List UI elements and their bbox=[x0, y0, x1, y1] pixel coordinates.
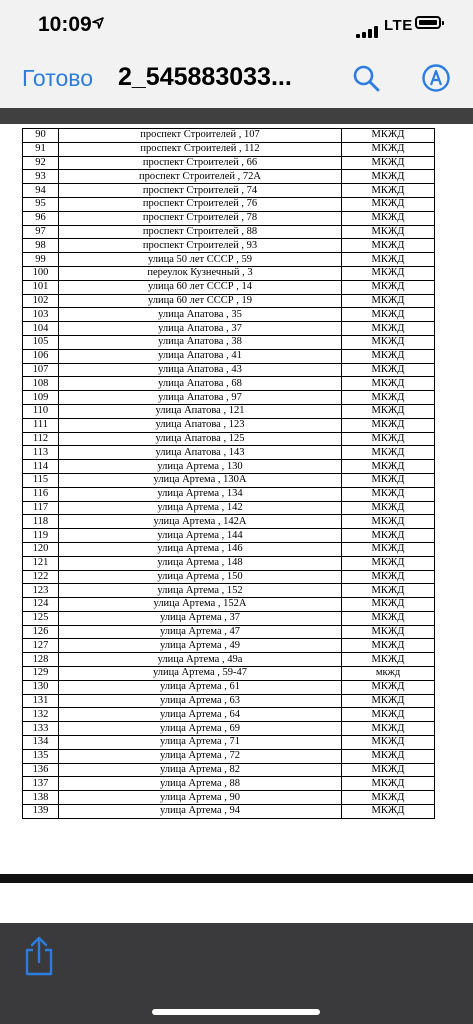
row-type: МКЖД bbox=[342, 529, 435, 543]
row-address: улица Апатова , 38 bbox=[59, 335, 342, 349]
table-row bbox=[23, 432, 435, 446]
row-address: улица Апатова , 68 bbox=[59, 377, 342, 391]
row-number: 114 bbox=[23, 460, 59, 474]
row-number: 138 bbox=[23, 791, 59, 805]
table-row bbox=[23, 391, 435, 405]
row-address: улица Артема , 82 bbox=[59, 763, 342, 777]
table-row bbox=[23, 377, 435, 391]
row-address: проспект Строителей , 78 bbox=[59, 211, 342, 225]
row-number: 117 bbox=[23, 501, 59, 515]
row-address: улица Артема , 61 bbox=[59, 680, 342, 694]
table-row bbox=[23, 667, 435, 681]
row-number: 116 bbox=[23, 487, 59, 501]
table-row bbox=[23, 473, 435, 487]
row-type: МКЖД bbox=[342, 625, 435, 639]
table-row bbox=[23, 446, 435, 460]
row-type: МКЖД bbox=[342, 377, 435, 391]
row-type: МКЖД bbox=[342, 225, 435, 239]
row-address: улица Артема , 63 bbox=[59, 694, 342, 708]
row-type: МКЖД bbox=[342, 253, 435, 267]
row-address: улица 60 лет СССР , 19 bbox=[59, 294, 342, 308]
table-row bbox=[23, 211, 435, 225]
row-address: улица Апатова , 143 bbox=[59, 446, 342, 460]
status-time: 10:09 bbox=[38, 13, 92, 36]
row-number: 135 bbox=[23, 749, 59, 763]
network-type: LTE bbox=[384, 17, 413, 34]
row-address: улица 50 лет СССР , 59 bbox=[59, 253, 342, 267]
table-row bbox=[23, 749, 435, 763]
row-number: 130 bbox=[23, 680, 59, 694]
home-indicator[interactable] bbox=[152, 1009, 320, 1015]
row-type: мкжд bbox=[342, 667, 435, 681]
row-type: МКЖД bbox=[342, 598, 435, 612]
table-row bbox=[23, 142, 435, 156]
row-address: улица Артема , 152 bbox=[59, 584, 342, 598]
row-address: улица Артема , 152А bbox=[59, 598, 342, 612]
row-number: 134 bbox=[23, 736, 59, 750]
table-row bbox=[23, 322, 435, 336]
table-row bbox=[23, 156, 435, 170]
row-address: улица Артема , 47 bbox=[59, 625, 342, 639]
row-type: МКЖД bbox=[342, 308, 435, 322]
row-address: улица Артема , 146 bbox=[59, 542, 342, 556]
row-address: улица Апатова , 35 bbox=[59, 308, 342, 322]
row-number: 129 bbox=[23, 667, 59, 681]
table-row bbox=[23, 404, 435, 418]
row-number: 133 bbox=[23, 722, 59, 736]
table-row bbox=[23, 598, 435, 612]
row-type: МКЖД bbox=[342, 184, 435, 198]
row-address: улица Артема , 148 bbox=[59, 556, 342, 570]
row-address: проспект Строителей , 74 bbox=[59, 184, 342, 198]
table-row bbox=[23, 680, 435, 694]
row-number: 131 bbox=[23, 694, 59, 708]
row-address: улица Апатова , 97 bbox=[59, 391, 342, 405]
row-address: улица Артема , 130А bbox=[59, 473, 342, 487]
row-address: улица Артема , 88 bbox=[59, 777, 342, 791]
row-address: улица Артема , 49 bbox=[59, 639, 342, 653]
row-number: 121 bbox=[23, 556, 59, 570]
row-address: улица Апатова , 41 bbox=[59, 349, 342, 363]
row-type: МКЖД bbox=[342, 570, 435, 584]
markup-pen-icon[interactable] bbox=[421, 63, 451, 93]
table-row bbox=[23, 542, 435, 556]
row-type: МКЖД bbox=[342, 294, 435, 308]
row-type: МКЖД bbox=[342, 142, 435, 156]
row-address: улица Артема , 37 bbox=[59, 611, 342, 625]
table-row bbox=[23, 653, 435, 667]
row-type: МКЖД bbox=[342, 404, 435, 418]
row-address: улица Артема , 150 bbox=[59, 570, 342, 584]
table-row bbox=[23, 129, 435, 143]
table-row bbox=[23, 225, 435, 239]
table-row bbox=[23, 266, 435, 280]
row-address: улица Артема , 72 bbox=[59, 749, 342, 763]
row-number: 94 bbox=[23, 184, 59, 198]
table-row bbox=[23, 708, 435, 722]
row-number: 123 bbox=[23, 584, 59, 598]
row-number: 105 bbox=[23, 335, 59, 349]
page-gap bbox=[0, 108, 473, 124]
row-number: 103 bbox=[23, 308, 59, 322]
row-type: МКЖД bbox=[342, 239, 435, 253]
row-type: МКЖД bbox=[342, 708, 435, 722]
table-row bbox=[23, 736, 435, 750]
table-row bbox=[23, 584, 435, 598]
row-number: 99 bbox=[23, 253, 59, 267]
row-type: МКЖД bbox=[342, 432, 435, 446]
row-address: улица Апатова , 125 bbox=[59, 432, 342, 446]
row-type: МКЖД bbox=[342, 653, 435, 667]
row-address: проспект Строителей , 93 bbox=[59, 239, 342, 253]
row-address: улица Артема , 64 bbox=[59, 708, 342, 722]
row-type: МКЖД bbox=[342, 473, 435, 487]
table-row bbox=[23, 170, 435, 184]
row-type: МКЖД bbox=[342, 611, 435, 625]
table-row bbox=[23, 460, 435, 474]
table-row bbox=[23, 184, 435, 198]
row-type: МКЖД bbox=[342, 363, 435, 377]
row-type: МКЖД bbox=[342, 129, 435, 143]
row-address: улица Артема , 90 bbox=[59, 791, 342, 805]
row-type: МКЖД bbox=[342, 418, 435, 432]
row-address: проспект Строителей , 72А bbox=[59, 170, 342, 184]
row-type: МКЖД bbox=[342, 791, 435, 805]
row-type: МКЖД bbox=[342, 694, 435, 708]
row-address: проспект Строителей , 107 bbox=[59, 129, 342, 143]
row-type: МКЖД bbox=[342, 156, 435, 170]
row-type: МКЖД bbox=[342, 391, 435, 405]
row-address: проспект Строителей , 66 bbox=[59, 156, 342, 170]
row-address: улица Артема , 94 bbox=[59, 805, 342, 819]
row-type: МКЖД bbox=[342, 722, 435, 736]
table-row bbox=[23, 363, 435, 377]
table-row bbox=[23, 625, 435, 639]
row-type: МКЖД bbox=[342, 322, 435, 336]
row-address: улица Артема , 134 bbox=[59, 487, 342, 501]
row-number: 128 bbox=[23, 653, 59, 667]
row-type: МКЖД bbox=[342, 556, 435, 570]
row-number: 104 bbox=[23, 322, 59, 336]
row-number: 125 bbox=[23, 611, 59, 625]
status-bar bbox=[0, 0, 473, 52]
row-type: МКЖД bbox=[342, 487, 435, 501]
table-row bbox=[23, 777, 435, 791]
nav-bar bbox=[0, 52, 473, 108]
row-type: МКЖД bbox=[342, 211, 435, 225]
row-type: МКЖД bbox=[342, 805, 435, 819]
table-row bbox=[23, 501, 435, 515]
row-type: МКЖД bbox=[342, 197, 435, 211]
row-type: МКЖД bbox=[342, 584, 435, 598]
row-type: МКЖД bbox=[342, 736, 435, 750]
row-type: МКЖД bbox=[342, 777, 435, 791]
next-page-top bbox=[0, 883, 473, 923]
row-address: проспект Строителей , 76 bbox=[59, 197, 342, 211]
row-number: 90 bbox=[23, 129, 59, 143]
done-button[interactable]: Готово bbox=[22, 65, 94, 91]
row-number: 97 bbox=[23, 225, 59, 239]
row-number: 96 bbox=[23, 211, 59, 225]
table-row bbox=[23, 349, 435, 363]
row-number: 106 bbox=[23, 349, 59, 363]
row-number: 92 bbox=[23, 156, 59, 170]
table-row bbox=[23, 611, 435, 625]
row-number: 126 bbox=[23, 625, 59, 639]
table-row bbox=[23, 515, 435, 529]
row-number: 136 bbox=[23, 763, 59, 777]
row-address: переулок Кузнечный , 3 bbox=[59, 266, 342, 280]
search-icon[interactable] bbox=[352, 64, 380, 92]
table-row bbox=[23, 694, 435, 708]
row-number: 112 bbox=[23, 432, 59, 446]
row-type: МКЖД bbox=[342, 170, 435, 184]
row-address: улица Апатова , 121 bbox=[59, 404, 342, 418]
document-title: 2_545883033... bbox=[118, 63, 292, 91]
document-page[interactable] bbox=[0, 124, 473, 874]
row-number: 111 bbox=[23, 418, 59, 432]
row-number: 122 bbox=[23, 570, 59, 584]
row-number: 124 bbox=[23, 598, 59, 612]
row-number: 95 bbox=[23, 197, 59, 211]
table-row bbox=[23, 763, 435, 777]
table-row bbox=[23, 335, 435, 349]
row-type: МКЖД bbox=[342, 763, 435, 777]
row-type: МКЖД bbox=[342, 749, 435, 763]
row-address: улица Апатова , 37 bbox=[59, 322, 342, 336]
row-type: МКЖД bbox=[342, 542, 435, 556]
row-number: 132 bbox=[23, 708, 59, 722]
address-table bbox=[22, 128, 435, 819]
table-row bbox=[23, 529, 435, 543]
row-type: МКЖД bbox=[342, 639, 435, 653]
table-row bbox=[23, 570, 435, 584]
table-row bbox=[23, 308, 435, 322]
row-type: МКЖД bbox=[342, 460, 435, 474]
table-row bbox=[23, 556, 435, 570]
table-row bbox=[23, 639, 435, 653]
row-type: МКЖД bbox=[342, 446, 435, 460]
row-number: 101 bbox=[23, 280, 59, 294]
table-row bbox=[23, 239, 435, 253]
table-row bbox=[23, 722, 435, 736]
row-type: МКЖД bbox=[342, 266, 435, 280]
row-type: МКЖД bbox=[342, 280, 435, 294]
row-type: МКЖД bbox=[342, 501, 435, 515]
page-separator bbox=[0, 874, 473, 883]
location-arrow-icon bbox=[92, 17, 104, 29]
cellular-signal-icon bbox=[356, 20, 380, 38]
bottom-toolbar bbox=[0, 923, 473, 1024]
table-row bbox=[23, 418, 435, 432]
row-number: 137 bbox=[23, 777, 59, 791]
row-number: 100 bbox=[23, 266, 59, 280]
table-row bbox=[23, 805, 435, 819]
row-address: улица Артема , 69 bbox=[59, 722, 342, 736]
row-number: 93 bbox=[23, 170, 59, 184]
row-number: 107 bbox=[23, 363, 59, 377]
row-number: 113 bbox=[23, 446, 59, 460]
row-address: улица 60 лет СССР , 14 bbox=[59, 280, 342, 294]
row-number: 108 bbox=[23, 377, 59, 391]
row-address: улица Апатова , 43 bbox=[59, 363, 342, 377]
row-type: МКЖД bbox=[342, 680, 435, 694]
battery-icon bbox=[415, 16, 441, 29]
row-address: улица Артема , 142 bbox=[59, 501, 342, 515]
row-number: 102 bbox=[23, 294, 59, 308]
row-address: улица Артема , 144 bbox=[59, 529, 342, 543]
row-address: улица Апатова , 123 bbox=[59, 418, 342, 432]
row-type: МКЖД bbox=[342, 349, 435, 363]
row-number: 127 bbox=[23, 639, 59, 653]
row-address: проспект Строителей , 88 bbox=[59, 225, 342, 239]
row-number: 118 bbox=[23, 515, 59, 529]
row-type: МКЖД bbox=[342, 335, 435, 349]
row-number: 119 bbox=[23, 529, 59, 543]
row-number: 139 bbox=[23, 805, 59, 819]
row-type: МКЖД bbox=[342, 515, 435, 529]
table-row bbox=[23, 280, 435, 294]
table-row bbox=[23, 791, 435, 805]
row-number: 98 bbox=[23, 239, 59, 253]
row-number: 115 bbox=[23, 473, 59, 487]
share-icon[interactable] bbox=[24, 935, 54, 977]
row-address: улица Артема , 130 bbox=[59, 460, 342, 474]
row-address: улица Артема , 142А bbox=[59, 515, 342, 529]
row-number: 120 bbox=[23, 542, 59, 556]
table-row bbox=[23, 294, 435, 308]
table-row bbox=[23, 253, 435, 267]
row-number: 110 bbox=[23, 404, 59, 418]
table-row bbox=[23, 487, 435, 501]
table-row bbox=[23, 197, 435, 211]
row-address: улица Артема , 71 bbox=[59, 736, 342, 750]
row-number: 91 bbox=[23, 142, 59, 156]
row-number: 109 bbox=[23, 391, 59, 405]
row-address: улица Артема , 49а bbox=[59, 653, 342, 667]
row-address: улица Артема , 59-47 bbox=[59, 667, 342, 681]
row-address: проспект Строителей , 112 bbox=[59, 142, 342, 156]
